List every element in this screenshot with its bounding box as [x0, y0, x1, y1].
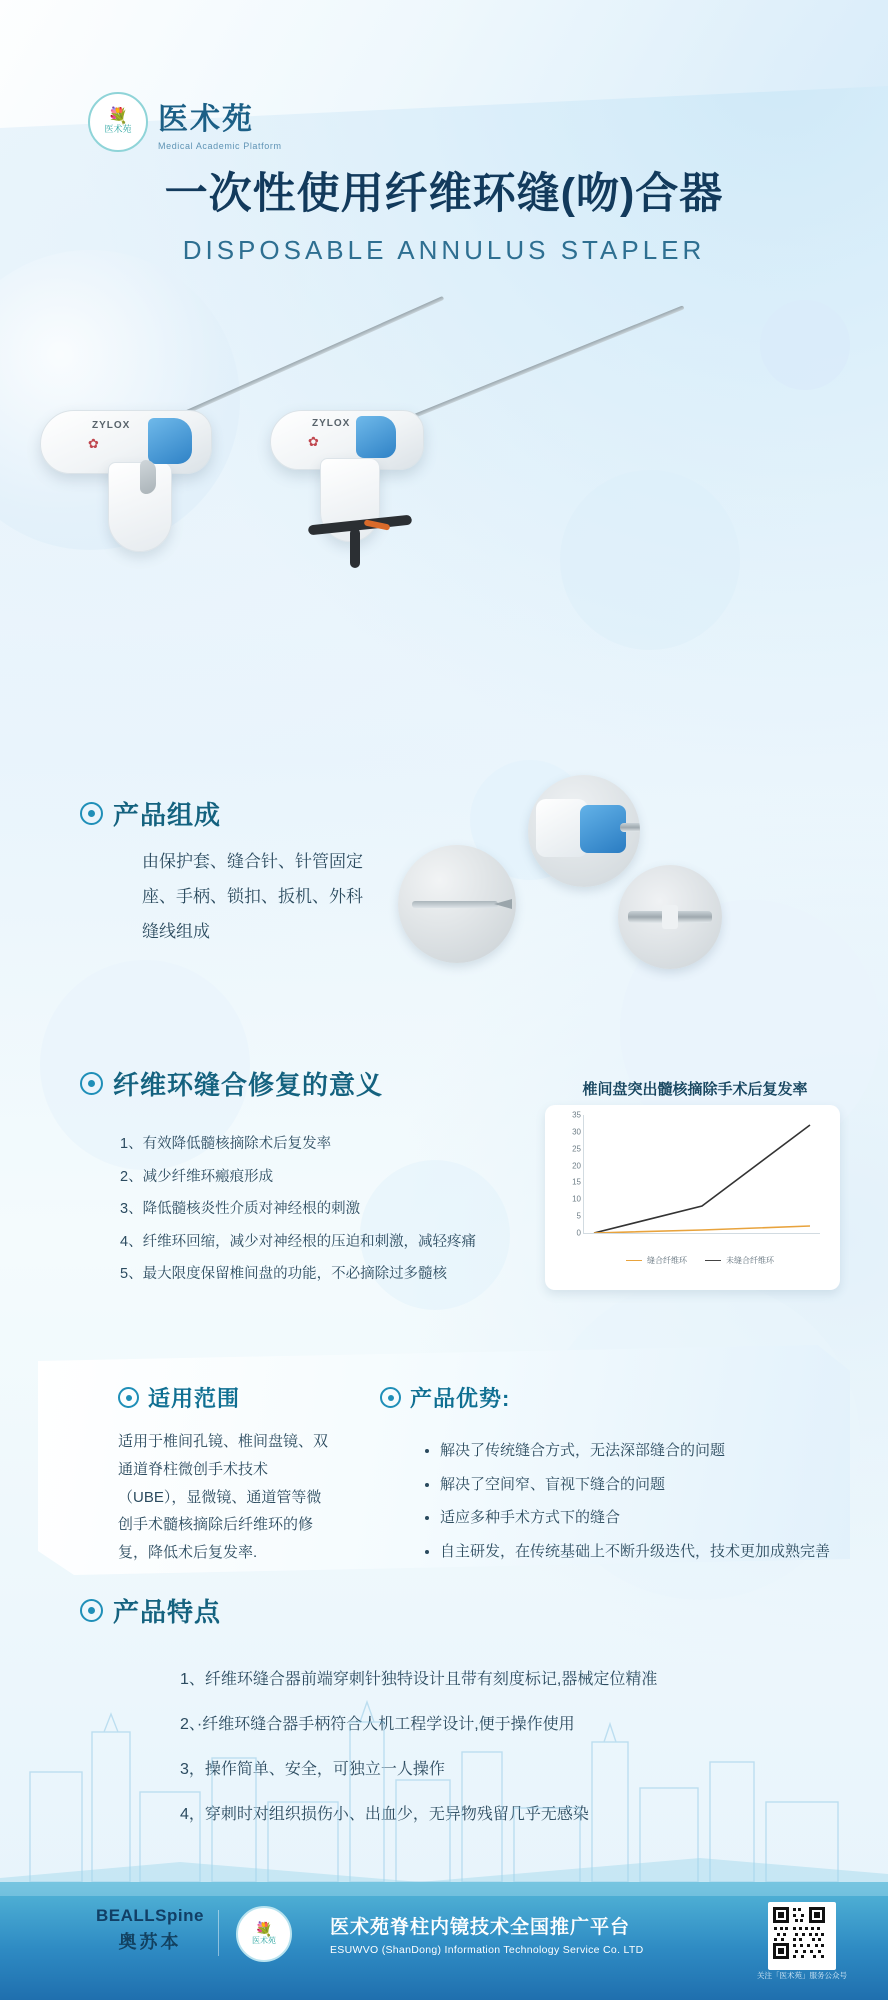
footer-line-2: ESUWVO (ShanDong) Information Technology Service Co. LTD	[330, 1944, 644, 1956]
scope-heading: 适用范围	[148, 1386, 241, 1411]
section-heading-composition	[80, 795, 221, 832]
bullet-ring-icon	[380, 1387, 401, 1408]
legend-swatch-icon	[705, 1260, 721, 1261]
product-photo-group: ZYLOX ✿ ZYLOX ✿	[20, 290, 868, 590]
bullet-ring-icon	[80, 1072, 103, 1095]
list-item: • 解决了空间窄、盲视下缝合的问题	[440, 1474, 860, 1497]
detail-photo-blue-hub	[528, 775, 640, 887]
list-item: 1、有效降低髓核摘除术后复发率	[120, 1136, 332, 1152]
composition-text: 由保护套、缝合针、针管固定座、手柄、锁扣、扳机、外科缝线组成	[142, 852, 363, 941]
y-tick: 15	[572, 1177, 581, 1187]
device-brand-mark-2: ZYLOX	[312, 418, 351, 429]
chart-plot-area	[583, 1115, 820, 1234]
section-heading-scope	[118, 1382, 240, 1413]
brand-badge-label: 医术苑	[104, 124, 132, 135]
brand-name-en: Medical Academic Platform	[158, 140, 282, 151]
partner-logo-en: BEALLSpine	[96, 1906, 204, 1925]
meaning-list	[80, 1134, 550, 1297]
tree-icon: 💐	[255, 1920, 273, 1937]
footer-company-text	[330, 1912, 643, 1956]
list-item: 4，穿刺时对组织损伤小、出血少，无异物残留几乎无感染	[180, 1806, 589, 1823]
y-tick: 35	[572, 1110, 581, 1120]
qr-code[interactable]	[768, 1902, 836, 1970]
features-heading: 产品特点	[113, 1597, 222, 1627]
chart-legend	[585, 1255, 815, 1266]
chart-title: 椎间盘突出髓核摘除手术后复发率	[582, 1081, 808, 1098]
brand-text	[158, 94, 282, 151]
chart-y-axis	[557, 1110, 581, 1238]
section-heading-meaning	[80, 1065, 383, 1102]
skyline-decoration	[0, 1662, 888, 1882]
chart-series-svg	[584, 1115, 820, 1233]
legend-label: 未缝合纤维环	[726, 1256, 774, 1265]
brand-logo	[88, 92, 282, 152]
qr-code-icon	[771, 1905, 827, 1961]
composition-heading: 产品组成	[113, 800, 222, 830]
list-item: 3、降低髓核炎性介质对神经根的刺激	[120, 1201, 361, 1218]
footer-line-1: 医术苑脊柱内镜技术全国推广平台	[330, 1917, 631, 1938]
recurrence-rate-chart	[545, 1105, 840, 1290]
legend-item-sutured	[626, 1255, 687, 1266]
meaning-heading: 纤维环缝合修复的意义	[113, 1070, 384, 1100]
footer	[0, 1882, 888, 2000]
detail-photo-needle-tip	[398, 845, 516, 963]
series-line-unsutured	[594, 1125, 810, 1233]
list-item: 3，操作简单、安全，可独立一人操作	[180, 1761, 445, 1778]
partner-logo	[96, 1906, 204, 1954]
list-item: 2、·纤维环缝合器手柄符合人机工程学设计,便于操作使用	[180, 1716, 575, 1733]
detail-photo-metal-shaft	[618, 865, 722, 969]
partner-logo-cn: 奥苏本	[118, 1932, 182, 1952]
list-item: 5、最大限度保留椎间盘的功能，不必摘除过多髓核	[120, 1266, 448, 1283]
y-tick: 30	[572, 1127, 581, 1137]
scope-text: 适用于椎间孔镜、椎间盘镜、双通道脊柱微创手术技术（UBE），显微镜、通道管等微创手术髓核摘除后纤维环的修复，降低术后复发率.	[118, 1433, 329, 1561]
tree-icon: 💐	[108, 108, 128, 126]
y-tick: 0	[576, 1228, 581, 1238]
page-title-cn: 一次性使用纤维环缝(吻)合器	[164, 170, 724, 218]
brand-badge-icon	[88, 92, 148, 152]
list-item: • 解决了传统缝合方式，无法深部缝合的问题	[440, 1440, 860, 1463]
list-item: 2、减少纤维环瘢痕形成	[120, 1168, 274, 1185]
bullet-ring-icon	[118, 1387, 139, 1408]
list-item: 4、纤维环回缩，减少对神经根的压迫和刺激，减轻疼痛	[120, 1233, 477, 1250]
footer-brand-badge-icon	[236, 1906, 292, 1962]
bullet-ring-icon	[80, 1599, 103, 1622]
y-tick: 25	[572, 1144, 581, 1154]
brand-name-cn: 医术苑	[158, 102, 254, 136]
legend-item-unsutured	[705, 1255, 774, 1266]
device-brand-mark: ZYLOX	[92, 420, 131, 431]
footer-badge-label: 医术苑	[252, 1936, 276, 1946]
footer-divider	[218, 1910, 219, 1956]
list-item: 1、纤维环缝合器前端穿刺针独特设计且带有刻度标记,器械定位精准	[180, 1671, 658, 1688]
section-heading-advantages	[380, 1382, 510, 1413]
section-heading-features	[80, 1592, 221, 1629]
bullet-ring-icon	[80, 802, 103, 825]
y-tick: 5	[576, 1211, 581, 1221]
y-tick: 10	[572, 1194, 581, 1204]
page-title-en: DISPOSABLE ANNULUS STAPLER	[182, 235, 706, 265]
advantages-list	[400, 1440, 860, 1574]
advantages-heading: 产品优势:	[410, 1386, 511, 1411]
legend-swatch-icon	[626, 1260, 642, 1261]
series-line-sutured	[594, 1226, 810, 1233]
list-item: • 适应多种手术方式下的缝合	[440, 1507, 860, 1530]
y-tick: 20	[572, 1161, 581, 1171]
qr-caption: 关注「医术苑」服务公众号	[757, 1971, 847, 1980]
list-item: • 自主研发，在传统基础上不断升级迭代，技术更加成熟完善	[440, 1541, 860, 1564]
legend-label: 缝合纤维环	[647, 1256, 687, 1265]
